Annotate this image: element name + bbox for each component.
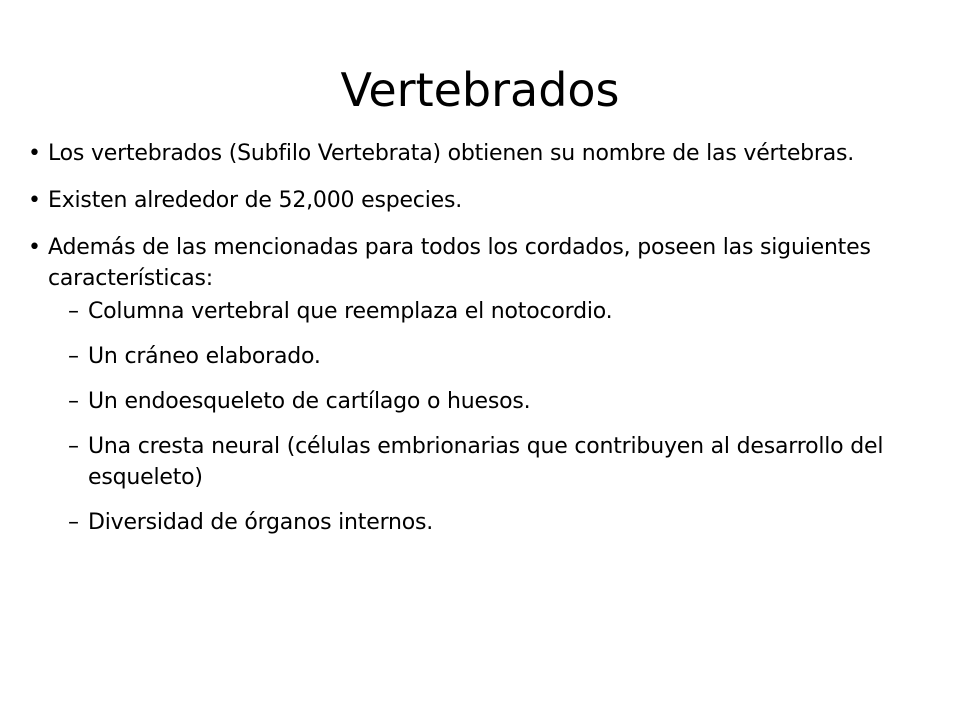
bullet-marker-icon: • bbox=[28, 235, 41, 260]
sub-bullet-text: Un endoesqueleto de cartílago o huesos. bbox=[88, 389, 531, 414]
dash-marker-icon: – bbox=[68, 344, 79, 369]
dash-marker-icon: – bbox=[68, 510, 79, 535]
bullet-marker-icon: • bbox=[28, 188, 41, 213]
sub-bullet-text: Columna vertebral que reemplaza el notocordio. bbox=[88, 299, 613, 324]
sub-bullet-list bbox=[28, 296, 888, 538]
bullet-text: Existen alrededor de 52,000 especies. bbox=[48, 188, 463, 213]
sub-bullet-item bbox=[28, 296, 888, 327]
dash-marker-icon: – bbox=[68, 299, 79, 324]
sub-bullet-item bbox=[28, 386, 888, 417]
sub-bullet-text: Diversidad de órganos internos. bbox=[88, 510, 434, 535]
bullet-list bbox=[28, 138, 908, 554]
slide-title: Vertebrados bbox=[340, 63, 620, 117]
sub-bullet-text: Un cráneo elaborado. bbox=[88, 344, 321, 369]
sub-bullet-item bbox=[28, 431, 888, 493]
bullet-marker-icon: • bbox=[28, 141, 41, 166]
dash-marker-icon: – bbox=[68, 389, 79, 414]
dash-marker-icon: – bbox=[68, 434, 79, 459]
sub-bullet-text: Una cresta neural (células embrionarias que contribuyen al desarrollo del esqueleto) bbox=[88, 434, 884, 490]
bullet-text: Los vertebrados (Subfilo Vertebrata) obtienen su nombre de las vértebras. bbox=[48, 141, 855, 166]
bullet-item bbox=[28, 138, 908, 169]
bullet-text: Además de las mencionadas para todos los cordados, poseen las siguientes características: bbox=[48, 235, 871, 291]
sub-bullet-item bbox=[28, 507, 888, 538]
bullet-item bbox=[28, 185, 908, 216]
bullet-item bbox=[28, 232, 908, 538]
sub-bullet-item bbox=[28, 341, 888, 372]
